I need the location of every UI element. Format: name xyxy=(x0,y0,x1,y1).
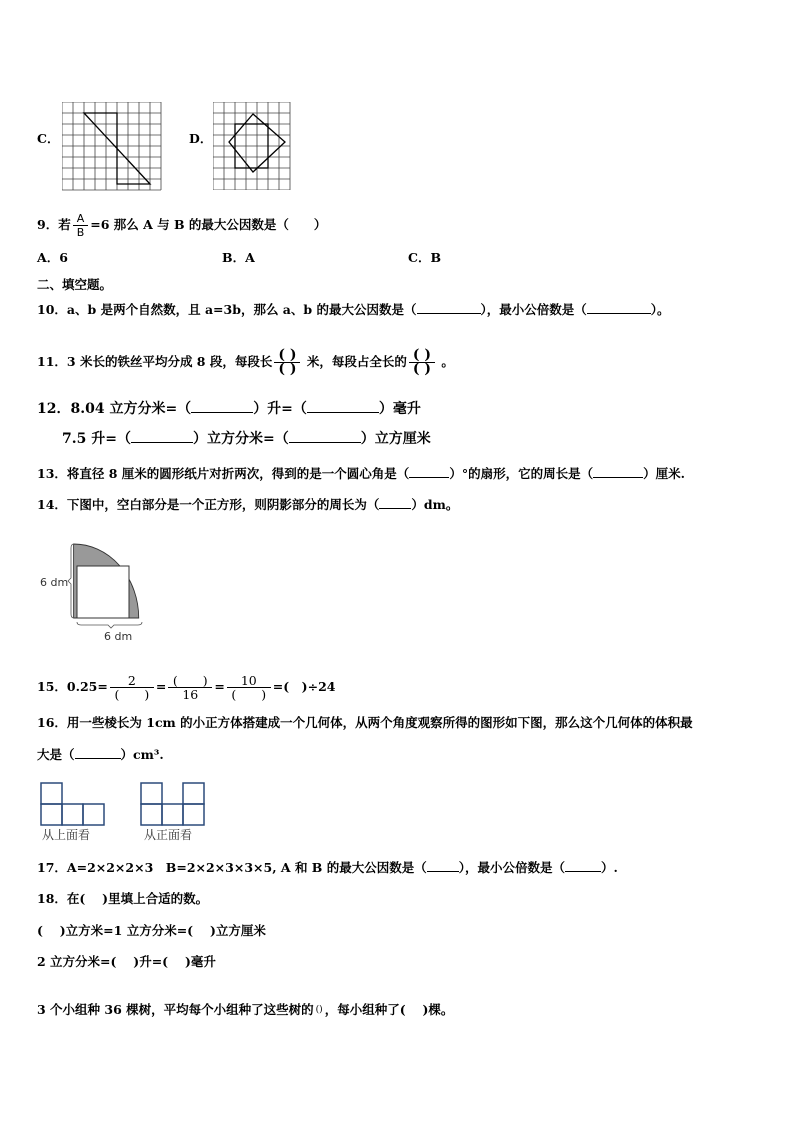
left-dimension-label: 6 dm xyxy=(40,576,69,589)
question-18-line1: ( )立方米=1 立方分米=( )立方厘米 xyxy=(37,923,266,938)
question-16-line2: 大是（ ）cm³. xyxy=(37,747,164,762)
question-10: 10．a、b 是两个自然数，且 a=3b，那么 a、b 的最大公因数是（ ），最小公倍数是（ ）。 xyxy=(37,302,670,317)
q9-option-b[interactable]: B．A xyxy=(222,250,255,265)
question-12-line1: 12．8.04 立方分米=（ ）升=（ ）毫升 xyxy=(37,401,421,417)
question-16-line1: 16．用一些棱长为 1cm 的小正方体搭建成一个几何体，从两个角度观察所得的图形如下图，那么这个几何体的体积最 xyxy=(37,715,693,730)
question-18-line2: 2 立方分米=( )升=( )毫升 xyxy=(37,954,216,969)
section-heading: 二、填空题。 xyxy=(37,277,113,292)
question-18-line3: 3 个小组种 36 棵树，平均每个小组种了这些树的 () ，每小组种了( )棵。 xyxy=(37,1002,454,1017)
top-view-figure xyxy=(40,782,110,828)
top-view-label: 从上面看 xyxy=(42,828,91,842)
question-9: 9．若 $\frac{A}{B}$ =6 那么 A 与 B 的最大公因数是（ ） xyxy=(37,212,327,239)
question-12-line2: 7.5 升=（ ）立方分米=（ ）立方厘米 xyxy=(62,431,431,447)
question-14: 14．下图中，空白部分是一个正方形，则阴影部分的周长为（ ）dm。 xyxy=(37,497,459,512)
bottom-dimension-label: 6 dm xyxy=(104,630,133,643)
grid-figure-c xyxy=(62,102,162,192)
front-view-figure xyxy=(140,782,210,828)
question-18-title: 18．在( )里填上合适的数。 xyxy=(37,891,209,906)
question-11: 11．3 米长的铁丝平均分成 8 段，每段长 $\frac{( )}{( )}$ 米，每段占全长的 $\frac{( )}{( )}$ 。 xyxy=(37,347,454,377)
q9-option-c[interactable]: C．B xyxy=(408,250,442,265)
question-13: 13．将直径 8 厘米的圆形纸片对折两次，得到的是一个圆心角是（ ）°的扇形，它的周长是（ ）厘米. xyxy=(37,466,685,481)
question-17: 17．A=2×2×2×3 B=2×2×3×3×5, A 和 B 的最大公因数是（ ），最小公倍数是（ ）. xyxy=(37,860,618,875)
front-view-label: 从正面看 xyxy=(144,828,193,842)
q9-option-a[interactable]: A．6 xyxy=(37,250,68,265)
question-15: 15．0.25= $\frac{2}{( )}$ = $\frac{( )}{16}$ = $\frac{10}{( )}$ =( )÷24 xyxy=(37,673,336,702)
grid-figure-d xyxy=(213,102,293,190)
quarter-circle-figure xyxy=(60,540,150,640)
option-d-label: D． xyxy=(189,131,213,146)
option-c-label: C． xyxy=(37,131,60,146)
